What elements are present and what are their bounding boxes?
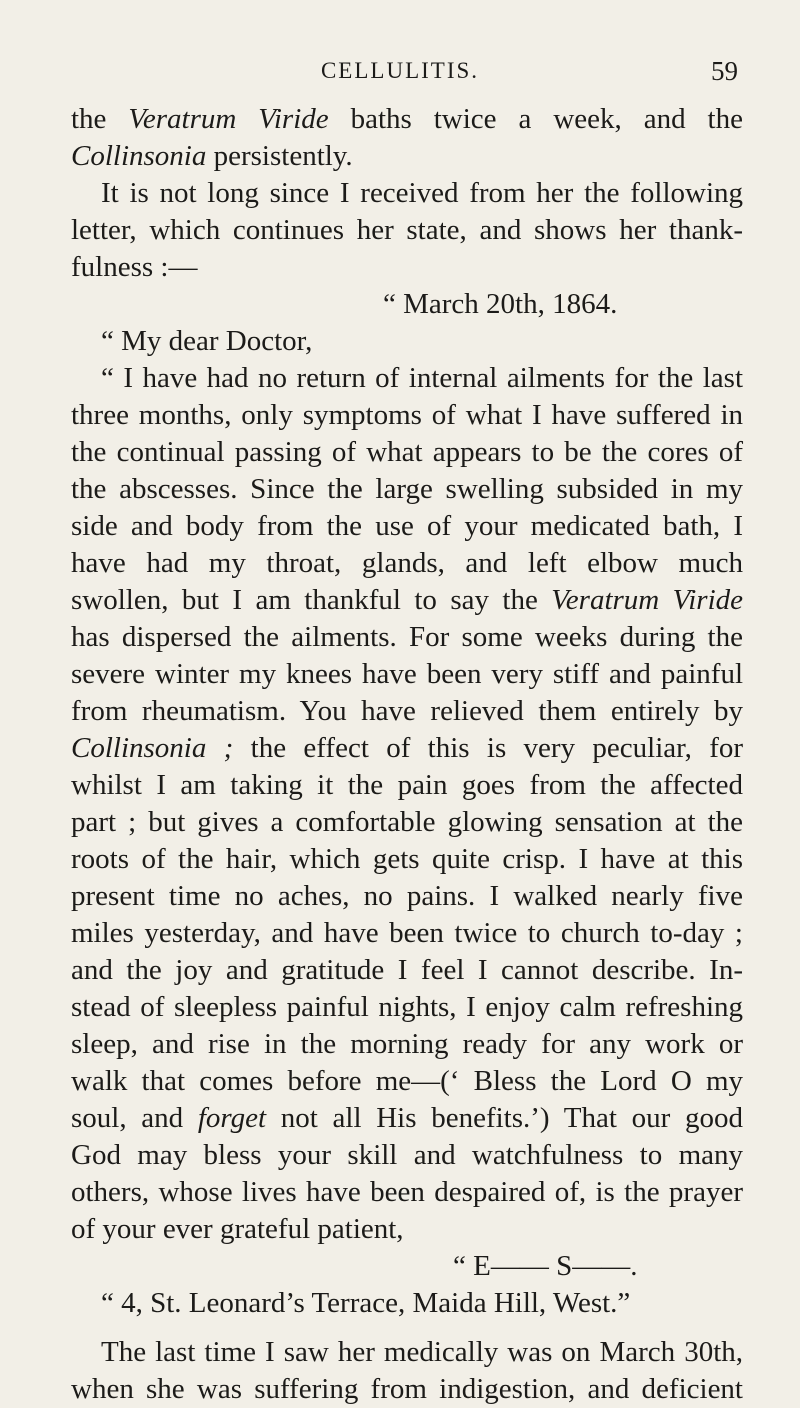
text-run: miles yesterday, and have been twice to church to-day ; [71, 917, 743, 949]
running-head: CELLULITIS. [320, 58, 480, 83]
text-run: roots of the hair, which gets quite crisp. I have at this [71, 843, 743, 875]
text-line [71, 1211, 743, 1248]
text-line [71, 1371, 743, 1408]
text-run: the abscesses. Since the large swelling subsided in my [71, 473, 743, 505]
text-run: whilst I am taking it the pain goes from the affected [71, 769, 743, 801]
italic-text: Collinsonia [71, 140, 207, 172]
text-run: God may bless your skill and watchfulness to many [71, 1139, 743, 1171]
text-line [71, 952, 743, 989]
page-header [0, 56, 800, 96]
text-line [71, 582, 743, 619]
text-run: from rheumatism. You have relieved them entirely by [71, 695, 743, 727]
text-line [71, 138, 743, 175]
text-line [71, 101, 743, 138]
page-number: 59 [711, 56, 738, 86]
text-line [71, 1026, 743, 1063]
text-line [71, 1100, 743, 1137]
text-line [71, 508, 743, 545]
text-run: side and body from the use of your medicated bath, I [71, 510, 743, 542]
text-line [71, 1137, 743, 1174]
italic-text: Collinsonia ; [71, 732, 234, 764]
text-line [71, 693, 743, 730]
text-run: It is not long since I received from her the following [101, 177, 743, 209]
text-line [71, 619, 743, 656]
text-line [71, 730, 743, 767]
text-line [71, 286, 743, 323]
text-line [71, 323, 743, 360]
text-line [71, 545, 743, 582]
text-run: others, whose lives have been despaired of, is the prayer [71, 1176, 743, 1208]
text-run: the effect of this is very peculiar, for [233, 732, 744, 764]
text-line [71, 1063, 743, 1100]
text-line [71, 1248, 743, 1285]
text-line [71, 1334, 743, 1371]
text-run: three months, only symptoms of what I have suffered in [71, 399, 743, 431]
text-run: severe winter my knees have been very stiff and painful [71, 658, 743, 690]
text-line [71, 878, 743, 915]
text-line [71, 249, 743, 286]
text-run: “ My dear Doctor, [101, 325, 313, 357]
text-run: The last time I saw her medically was on March 30th, [101, 1336, 743, 1368]
text-line [71, 767, 743, 804]
text-run: and the joy and gratitude I feel I cannot describe. In- [71, 954, 743, 986]
text-line [71, 175, 743, 212]
text-line [71, 471, 743, 508]
text-line [71, 915, 743, 952]
text-run: persistently. [206, 140, 353, 172]
text-line [71, 1174, 743, 1211]
text-run: “ E—— S——. [453, 1250, 638, 1282]
text-run: when she was suffering from indigestion, and deficient [71, 1373, 743, 1405]
text-line [71, 656, 743, 693]
italic-text: Veratrum Viride [128, 103, 329, 135]
text-run: soul, and [71, 1102, 198, 1134]
text-run: swollen, but I am thankful to say the [71, 584, 552, 616]
text-run: “ 4, St. Leonard’s Terrace, Maida Hill, West.” [101, 1287, 631, 1319]
text-run: of your ever grateful patient, [71, 1213, 404, 1245]
paragraph-gap [71, 1322, 743, 1334]
text-run: has dispersed the ailments. For some weeks during the [71, 621, 743, 653]
text-run: the [71, 103, 129, 135]
text-line [71, 804, 743, 841]
text-line [71, 212, 743, 249]
text-run: part ; but gives a comfortable glowing sensation at the [71, 806, 743, 838]
text-line [71, 397, 743, 434]
text-run: “ March 20th, 1864. [383, 288, 618, 320]
text-line [71, 841, 743, 878]
text-run: sleep, and rise in the morning ready for any work or [71, 1028, 743, 1060]
text-run: the continual passing of what appears to be the cores of [71, 436, 743, 468]
text-run: present time no aches, no pains. I walked nearly five [71, 880, 743, 912]
text-run: stead of sleepless painful nights, I enjoy calm refreshing [71, 991, 743, 1023]
italic-text: Veratrum Viride [551, 584, 743, 616]
body-text [71, 101, 743, 1408]
text-line [71, 989, 743, 1026]
text-run: fulness :— [71, 251, 198, 283]
text-run: “ I have had no return of internal ailments for the last [101, 362, 743, 394]
text-run: have had my throat, glands, and left elbow much [71, 547, 743, 579]
text-line [71, 360, 743, 397]
text-line [71, 434, 743, 471]
text-run: walk that comes before me—(‘ Bless the Lord O my [71, 1065, 743, 1097]
italic-text: forget [197, 1102, 267, 1134]
text-line [71, 1285, 743, 1322]
text-run: letter, which continues her state, and shows her thank- [71, 214, 743, 246]
text-run: baths twice a week, and the [328, 103, 743, 135]
text-run: not all His benefits.’) That our good [266, 1102, 743, 1134]
